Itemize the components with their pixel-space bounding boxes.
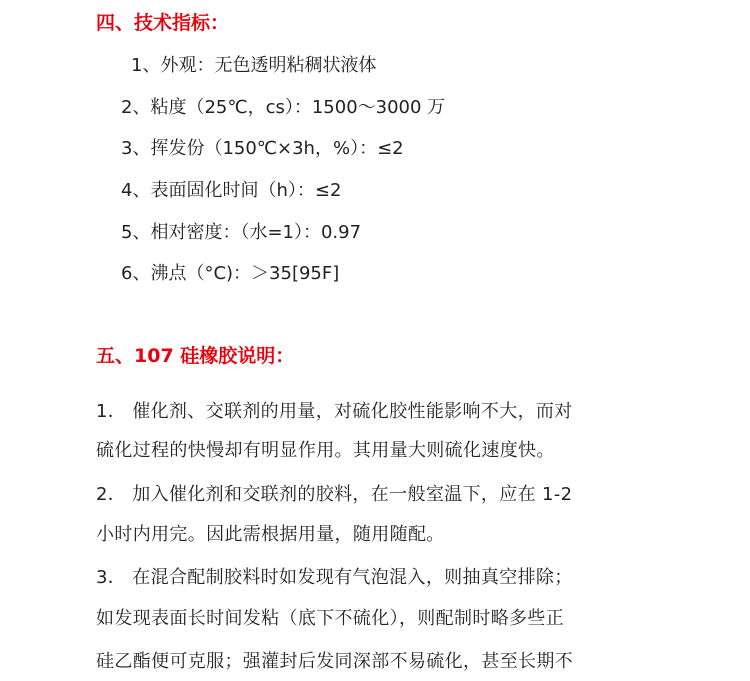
spec-item-viscosity: 2、粘度（25℃，cs）：1500～3000 万 <box>121 97 446 118</box>
spec-item-volatiles: 3、挥发份（150℃×3h，%）：≤2 <box>121 138 404 159</box>
spec-item-boiling-point: 6、沸点（°C)：＞35[95F] <box>121 263 340 284</box>
paragraph-line: 硫化过程的快慢却有明显作用。其用量大则硫化速度快。 <box>96 440 555 461</box>
paragraph-line: 小时内用完。因此需根据用量，随用随配。 <box>96 524 445 545</box>
paragraph-line: 硅乙酯便可克服；强灌封后发同深部不易硫化，甚至长期不 <box>96 651 574 672</box>
paragraph-line: 1． 催化剂、交联剂的用量，对硫化胶性能影响不大，而对 <box>96 401 573 422</box>
section-5-heading: 五、107 硅橡胶说明： <box>96 345 295 367</box>
spec-item-surface-cure-time: 4、表面固化时间（h）：≤2 <box>121 180 342 201</box>
spec-item-relative-density: 5、相对密度：（水=1）：0.97 <box>121 222 362 243</box>
section-4-heading: 四、技术指标： <box>96 12 230 34</box>
paragraph-line: 2． 加入催化剂和交联剂的胶料，在一般室温下，应在 1-2 <box>96 484 573 505</box>
paragraph-line: 如发现表面长时间发粘（底下不硫化），则配制时略多些正 <box>96 608 565 629</box>
paragraph-line: 3． 在混合配制胶料时如发现有气泡混入，则抽真空排除； <box>96 567 573 588</box>
spec-item-appearance: 1、外观：无色透明粘稠状液体 <box>131 55 377 76</box>
